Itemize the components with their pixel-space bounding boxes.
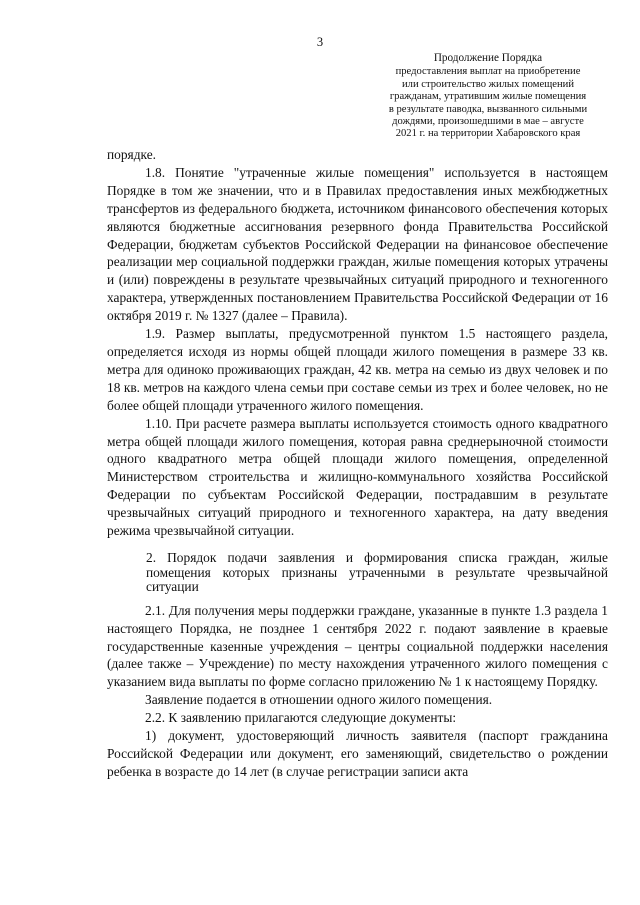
header-note-line: или строительство жилых помещений — [401, 78, 575, 90]
document-body — [107, 146, 608, 781]
paragraph-continuation: порядке. — [107, 147, 156, 162]
header-note-line: предоставления выплат на приобретение — [395, 66, 581, 78]
header-note-line: дождями, произошедшими в мае – августе — [392, 116, 584, 128]
paragraph-1-8: 1.8. Понятие "утраченные жилые помещения" используется в настоящем Порядке в том же значении, что и в Правилах предоставления иных межбюджетных трансфертов из федерального бюджета, источником финансового обеспечения которых являются бюджетные ассигнования резервного фонда Правительства Российской Федерации, бюджетам субъектов Российской Федерации на финансовое обеспечение реализации мер социальной поддержки граждан, жилые помещения которых утрачены и (или) повреждены в результате чрезвычайных ситуаций природного и техногенного характера, утвержденных постановлением Правительства Российской Федерации от 16 октября 2019 г. № 1327 (далее – Правила). — [107, 164, 608, 324]
header-note-line: 2021 г. на территории Хабаровского края — [395, 128, 581, 140]
paragraph-2-2-item-1: 1) документ, удостоверяющий личность заявителя (паспорт гражданина Российской Федерации или документ, его заменяющий, свидетельство о рождении ребенка в возрасте до 14 лет (в случае регистрации записи акта — [107, 728, 608, 779]
header-note-line: гражданам, утратившим жилые помещения — [389, 91, 587, 103]
section-2-title: 2. Порядок подачи заявления и формирования списка граждан, жилые помещения которых признаны утраченными в результате чрезвычайной ситуации — [146, 549, 608, 595]
paragraph-2-1: 2.1. Для получения меры поддержки граждане, указанные в пункте 1.3 раздела 1 настоящего Порядка, не позднее 1 сентября 2022 г. подают заявление в краевые государственные казенные учреждения – центры социальной поддержки населения (далее также – Учреждение) по месту нахождения утраченного жилого помещения с указанием вида выплаты по форме согласно приложению № 1 к настоящему Порядку. — [107, 602, 608, 690]
paragraph-1-10: 1.10. При расчете размера выплаты используется стоимость одного квадратного метра общей площади жилого помещения, которая равна среднерыночной стоимости одного квадратного метра общей площади жилого помещения, определенной Министерством строительства и жилищно-коммунального хозяйства Российской Федерации по субъектам Российской Федерации, пострадавшим в результате чрезвычайных ситуаций природного и техногенного характера, на дату введения режима чрезвычайной ситуации. — [107, 415, 608, 539]
paragraph-1-9: 1.9. Размер выплаты, предусмотренной пунктом 1.5 настоящего раздела, определяется исходя из нормы общей площади жилого помещения в размере 33 кв. метра для одиноко проживающих граждан, 42 кв. метра на семью из двух человек и по 18 кв. метров на каждого члена семьи при составе семьи из трех и более человек, но не более общей площади утраченного жилого помещения. — [107, 326, 608, 413]
header-note-line: в результате паводка, вызванного сильными — [388, 103, 588, 115]
paragraph-2-2: 2.2. К заявлению прилагаются следующие документы: — [145, 710, 457, 726]
header-note — [357, 52, 619, 141]
header-note-title: Продолжение Порядка — [433, 52, 543, 64]
paragraph-2-1-note: Заявление подается в отношении одного жилого помещения. — [145, 692, 493, 708]
page-number: 3 — [316, 35, 324, 49]
